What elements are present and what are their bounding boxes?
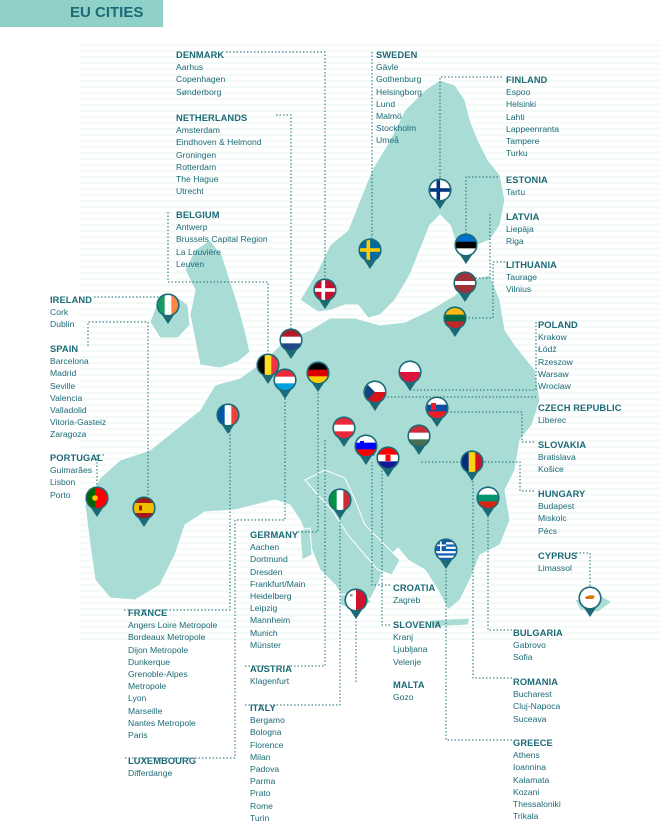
city-name: Aarhus xyxy=(176,62,204,73)
country-label-italy xyxy=(250,702,285,824)
sweden-flag-icon xyxy=(360,240,380,260)
city-name: Thessaloniki xyxy=(513,799,561,810)
country-label-estonia xyxy=(506,174,548,198)
page-title: EU CITIES xyxy=(70,4,144,21)
city-name: Antwerp xyxy=(176,222,208,233)
city-name: Bologna xyxy=(250,727,282,738)
city-name: Prato xyxy=(250,788,271,799)
city-name: Parma xyxy=(250,776,276,787)
country-label-slovakia xyxy=(538,439,586,476)
city-name: Rome xyxy=(250,800,273,811)
country-name: LITHUANIA xyxy=(506,260,557,270)
city-name: Ljubljana xyxy=(393,644,428,655)
city-name: Riga xyxy=(506,236,524,247)
country-label-romania xyxy=(513,676,560,725)
country-name: BULGARIA xyxy=(513,628,563,638)
city-name: Gothenburg xyxy=(376,74,422,85)
city-name: Limassol xyxy=(538,563,572,574)
city-name: Zaragoza xyxy=(50,429,87,440)
city-name: Helsingborg xyxy=(376,86,422,97)
city-name: Helsinki xyxy=(506,99,537,110)
city-name: Metropole xyxy=(128,681,167,692)
city-name: Malmö xyxy=(376,111,402,122)
city-name: Lappeenranta xyxy=(506,123,560,134)
city-name: Kalamata xyxy=(513,774,550,785)
country-label-cyprus xyxy=(538,550,577,574)
city-name: Lyon xyxy=(128,693,147,704)
city-name: Eindhoven & Helmond xyxy=(176,137,262,148)
city-name: Kranj xyxy=(393,632,414,643)
country-label-portugal xyxy=(50,452,103,501)
city-name: Lahti xyxy=(506,111,525,122)
country-name: SWEDEN xyxy=(376,50,418,60)
city-name: Suceava xyxy=(513,713,547,724)
country-name: DENMARK xyxy=(176,50,225,60)
city-name: Miskolc xyxy=(538,513,567,524)
city-name: Bucharest xyxy=(513,689,552,700)
country-label-slovenia xyxy=(393,619,441,668)
city-name: Warsaw xyxy=(538,368,569,379)
city-name: Münster xyxy=(250,639,282,650)
city-name: Brussels Capital Region xyxy=(176,234,268,245)
denmark-flag-icon xyxy=(315,280,335,300)
city-name: Heidelberg xyxy=(250,591,292,602)
city-name: Bergamo xyxy=(250,715,285,726)
country-label-belgium xyxy=(176,209,268,270)
country-name: SLOVAKIA xyxy=(538,440,587,450)
city-name: Barcelona xyxy=(50,356,89,367)
city-name: Ioannina xyxy=(513,762,546,773)
city-name: Paris xyxy=(128,730,148,741)
country-label-bulgaria xyxy=(513,627,563,664)
country-name: ESTONIA xyxy=(506,175,548,185)
city-name: Bordeaux Metropole xyxy=(128,632,206,643)
city-name: Groningen xyxy=(176,149,217,160)
country-label-germany xyxy=(250,529,305,651)
country-label-latvia xyxy=(506,211,539,248)
city-name: Vitoria-Gasteiz xyxy=(50,417,107,428)
city-name: Florence xyxy=(250,739,284,750)
city-name: Copenhagen xyxy=(176,74,226,85)
city-name: Trikala xyxy=(513,811,539,822)
city-name: Porto xyxy=(50,489,71,500)
city-name: La Louvière xyxy=(176,246,221,257)
city-name: Leuven xyxy=(176,258,205,269)
city-name: Nantes Metropole xyxy=(128,717,196,728)
city-name: Aachen xyxy=(250,542,280,553)
city-name: Sønderborg xyxy=(176,86,222,97)
city-name: Łódź xyxy=(538,344,557,355)
city-name: Kozani xyxy=(513,786,540,797)
country-name: CYPRUS xyxy=(538,551,578,561)
country-label-hungary xyxy=(538,488,585,537)
city-name: Lisbon xyxy=(50,477,76,488)
country-label-austria xyxy=(250,663,292,687)
city-name: Marseille xyxy=(128,705,163,716)
country-name: GREECE xyxy=(513,738,553,748)
city-name: Wroclaw xyxy=(538,381,571,392)
city-name: Košice xyxy=(538,464,564,475)
city-name: Dresden xyxy=(250,566,283,577)
country-name: FINLAND xyxy=(506,75,548,85)
city-name: Stockholm xyxy=(376,123,417,134)
city-name: Dublin xyxy=(50,319,75,330)
city-name: Utrecht xyxy=(176,186,204,197)
country-name: ITALY xyxy=(250,703,276,713)
city-name: Umeå xyxy=(376,135,399,146)
country-name: GERMANY xyxy=(250,530,299,540)
city-name: Rotterdam xyxy=(176,161,217,172)
finland-flag-icon xyxy=(430,180,450,200)
country-label-lithuania xyxy=(506,259,557,296)
city-name: Dunkerque xyxy=(128,656,171,667)
country-label-luxembourg xyxy=(128,755,196,779)
city-name: Milan xyxy=(250,751,271,762)
city-name: Lund xyxy=(376,98,396,109)
city-name: Tartu xyxy=(506,187,526,198)
country-name: NETHERLANDS xyxy=(176,113,248,123)
country-name: IRELAND xyxy=(50,295,93,305)
city-name: Frankfurt/Main xyxy=(250,578,306,589)
country-label-spain xyxy=(50,343,106,441)
city-name: Bratislava xyxy=(538,452,576,463)
city-name: Turku xyxy=(506,148,528,159)
city-name: Differdange xyxy=(128,768,173,779)
country-name: FRANCE xyxy=(128,608,168,618)
city-name: Liepāja xyxy=(506,224,534,235)
city-name: Seville xyxy=(50,380,76,391)
city-name: Zagreb xyxy=(393,595,421,606)
country-name: LATVIA xyxy=(506,212,540,222)
country-name: CZECH REPUBLIC xyxy=(538,403,622,413)
country-name: PORTUGAL xyxy=(50,453,103,463)
city-name: Angers Loire Metropole xyxy=(128,620,218,631)
city-name: Valladolid xyxy=(50,405,87,416)
country-name: MALTA xyxy=(393,680,425,690)
city-name: Gabrovo xyxy=(513,640,546,651)
country-name: ROMANIA xyxy=(513,677,559,687)
country-label-finland xyxy=(506,74,559,159)
city-name: Mannheim xyxy=(250,615,291,626)
country-name: HUNGARY xyxy=(538,489,586,499)
country-name: CROATIA xyxy=(393,583,436,593)
country-name: POLAND xyxy=(538,320,578,330)
city-name: Taurage xyxy=(506,272,538,283)
city-name: Cluj-Napoca xyxy=(513,701,561,712)
country-name: LUXEMBOURG xyxy=(128,756,197,766)
city-name: Athens xyxy=(513,750,540,761)
city-name: Munich xyxy=(250,627,278,638)
country-name: SLOVENIA xyxy=(393,620,442,630)
country-label-poland xyxy=(538,319,578,392)
city-name: Padova xyxy=(250,764,280,775)
city-name: Grenoble-Alpes xyxy=(128,669,188,680)
city-name: The Hague xyxy=(176,174,219,185)
country-label-croatia xyxy=(393,582,435,606)
cyprus-flag-icon xyxy=(580,588,600,608)
city-name: Espoo xyxy=(506,87,531,98)
country-name: BELGIUM xyxy=(176,210,220,220)
country-label-denmark xyxy=(176,49,225,98)
city-name: Tampere xyxy=(506,136,540,147)
city-name: Klagenfurt xyxy=(250,676,290,687)
country-label-czech xyxy=(538,402,622,426)
country-name: AUSTRIA xyxy=(250,664,293,674)
city-name: Gozo xyxy=(393,692,414,703)
city-name: Krakow xyxy=(538,332,567,343)
city-name: Dortmund xyxy=(250,554,288,565)
city-name: Sofia xyxy=(513,652,533,663)
country-label-sweden xyxy=(376,49,422,147)
city-name: Amsterdam xyxy=(176,125,220,136)
country-label-ireland xyxy=(50,294,92,331)
city-name: Turin xyxy=(250,812,270,823)
city-name: Cork xyxy=(50,307,69,318)
country-label-malta xyxy=(393,679,425,703)
city-name: Valencia xyxy=(50,392,83,403)
city-name: Pécs xyxy=(538,525,558,536)
city-name: Guimarães xyxy=(50,465,93,476)
city-name: Budapest xyxy=(538,501,575,512)
country-name: SPAIN xyxy=(50,344,79,354)
country-label-greece xyxy=(513,737,561,822)
city-name: Dijon Metropole xyxy=(128,644,189,655)
city-name: Madrid xyxy=(50,368,77,379)
city-name: Velenje xyxy=(393,656,422,667)
country-label-netherlands xyxy=(176,112,262,197)
country-label-france xyxy=(128,607,217,741)
city-name: Vilnius xyxy=(506,284,532,295)
city-name: Leipzig xyxy=(250,603,278,614)
city-name: Rzeszow xyxy=(538,356,573,367)
city-name: Liberec xyxy=(538,415,567,426)
title-bar xyxy=(0,0,163,27)
city-name: Gävle xyxy=(376,62,399,73)
